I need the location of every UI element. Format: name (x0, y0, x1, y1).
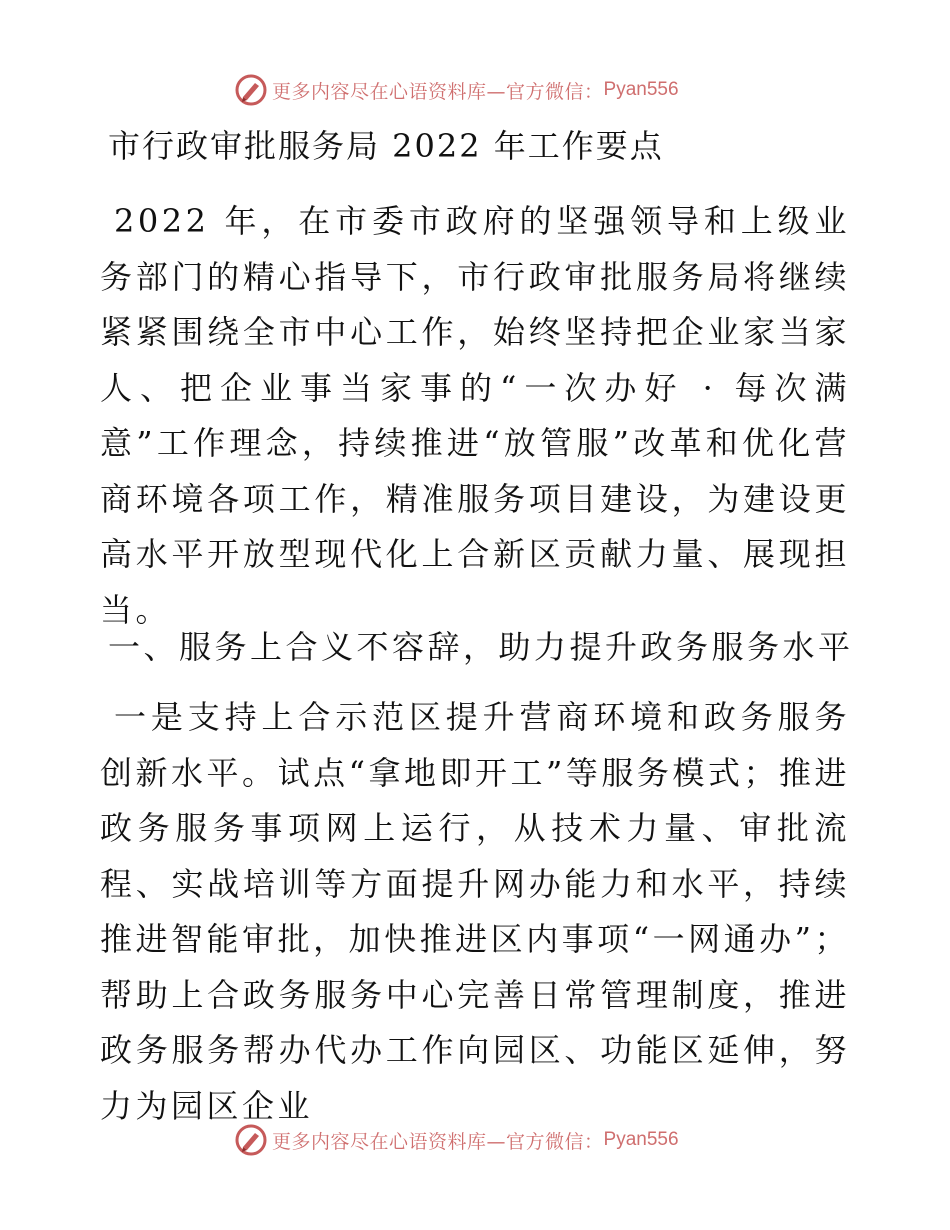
document-title: 市行政审批服务局 2022 年工作要点 (108, 127, 664, 165)
section1-paragraph-1: 一是支持上合示范区提升营商环境和政务服务创新水平。试点“拿地即开工”等服务模式；推进政务服务事项网上运行，从技术力量、审批流程、实战培训等方面提升网办能力和水平，持续推进智能审批，加快推进区内事项“一网通办”；帮助上合政务服务中心完善日常管理制度，推进政务服务帮办代办工作向园区、功能区延伸，努力为园区企业 (100, 698, 850, 1125)
watermark-footer (234, 1122, 679, 1158)
intro-paragraph: 2022 年，在市委市政府的坚强领导和上级业务部门的精心指导下，市行政审批服务局将继续紧紧围绕全市中心工作，始终坚持把企业家当家人、把企业事当家事的“一次办好 · 每次满意”工作理念，持续推进“放管服”改革和优化营商环境各项工作，精准服务项目建设，为建设更高水平开放型现代化上合新区贡献力量、展现担当。 (100, 202, 850, 629)
watermark-text: 更多内容尽在心语资料库—官方微信： (272, 1130, 604, 1153)
watermark-handle: Pyan556 (603, 79, 679, 100)
section-heading-1: 一、服务上合义不容辞，助力提升政务服务水平 (108, 628, 854, 666)
pen-logo-icon (234, 1123, 268, 1157)
pen-logo-icon (234, 73, 268, 107)
watermark-header (234, 72, 679, 108)
watermark-handle: Pyan556 (603, 1129, 679, 1150)
watermark-text: 更多内容尽在心语资料库—官方微信： (272, 80, 604, 103)
